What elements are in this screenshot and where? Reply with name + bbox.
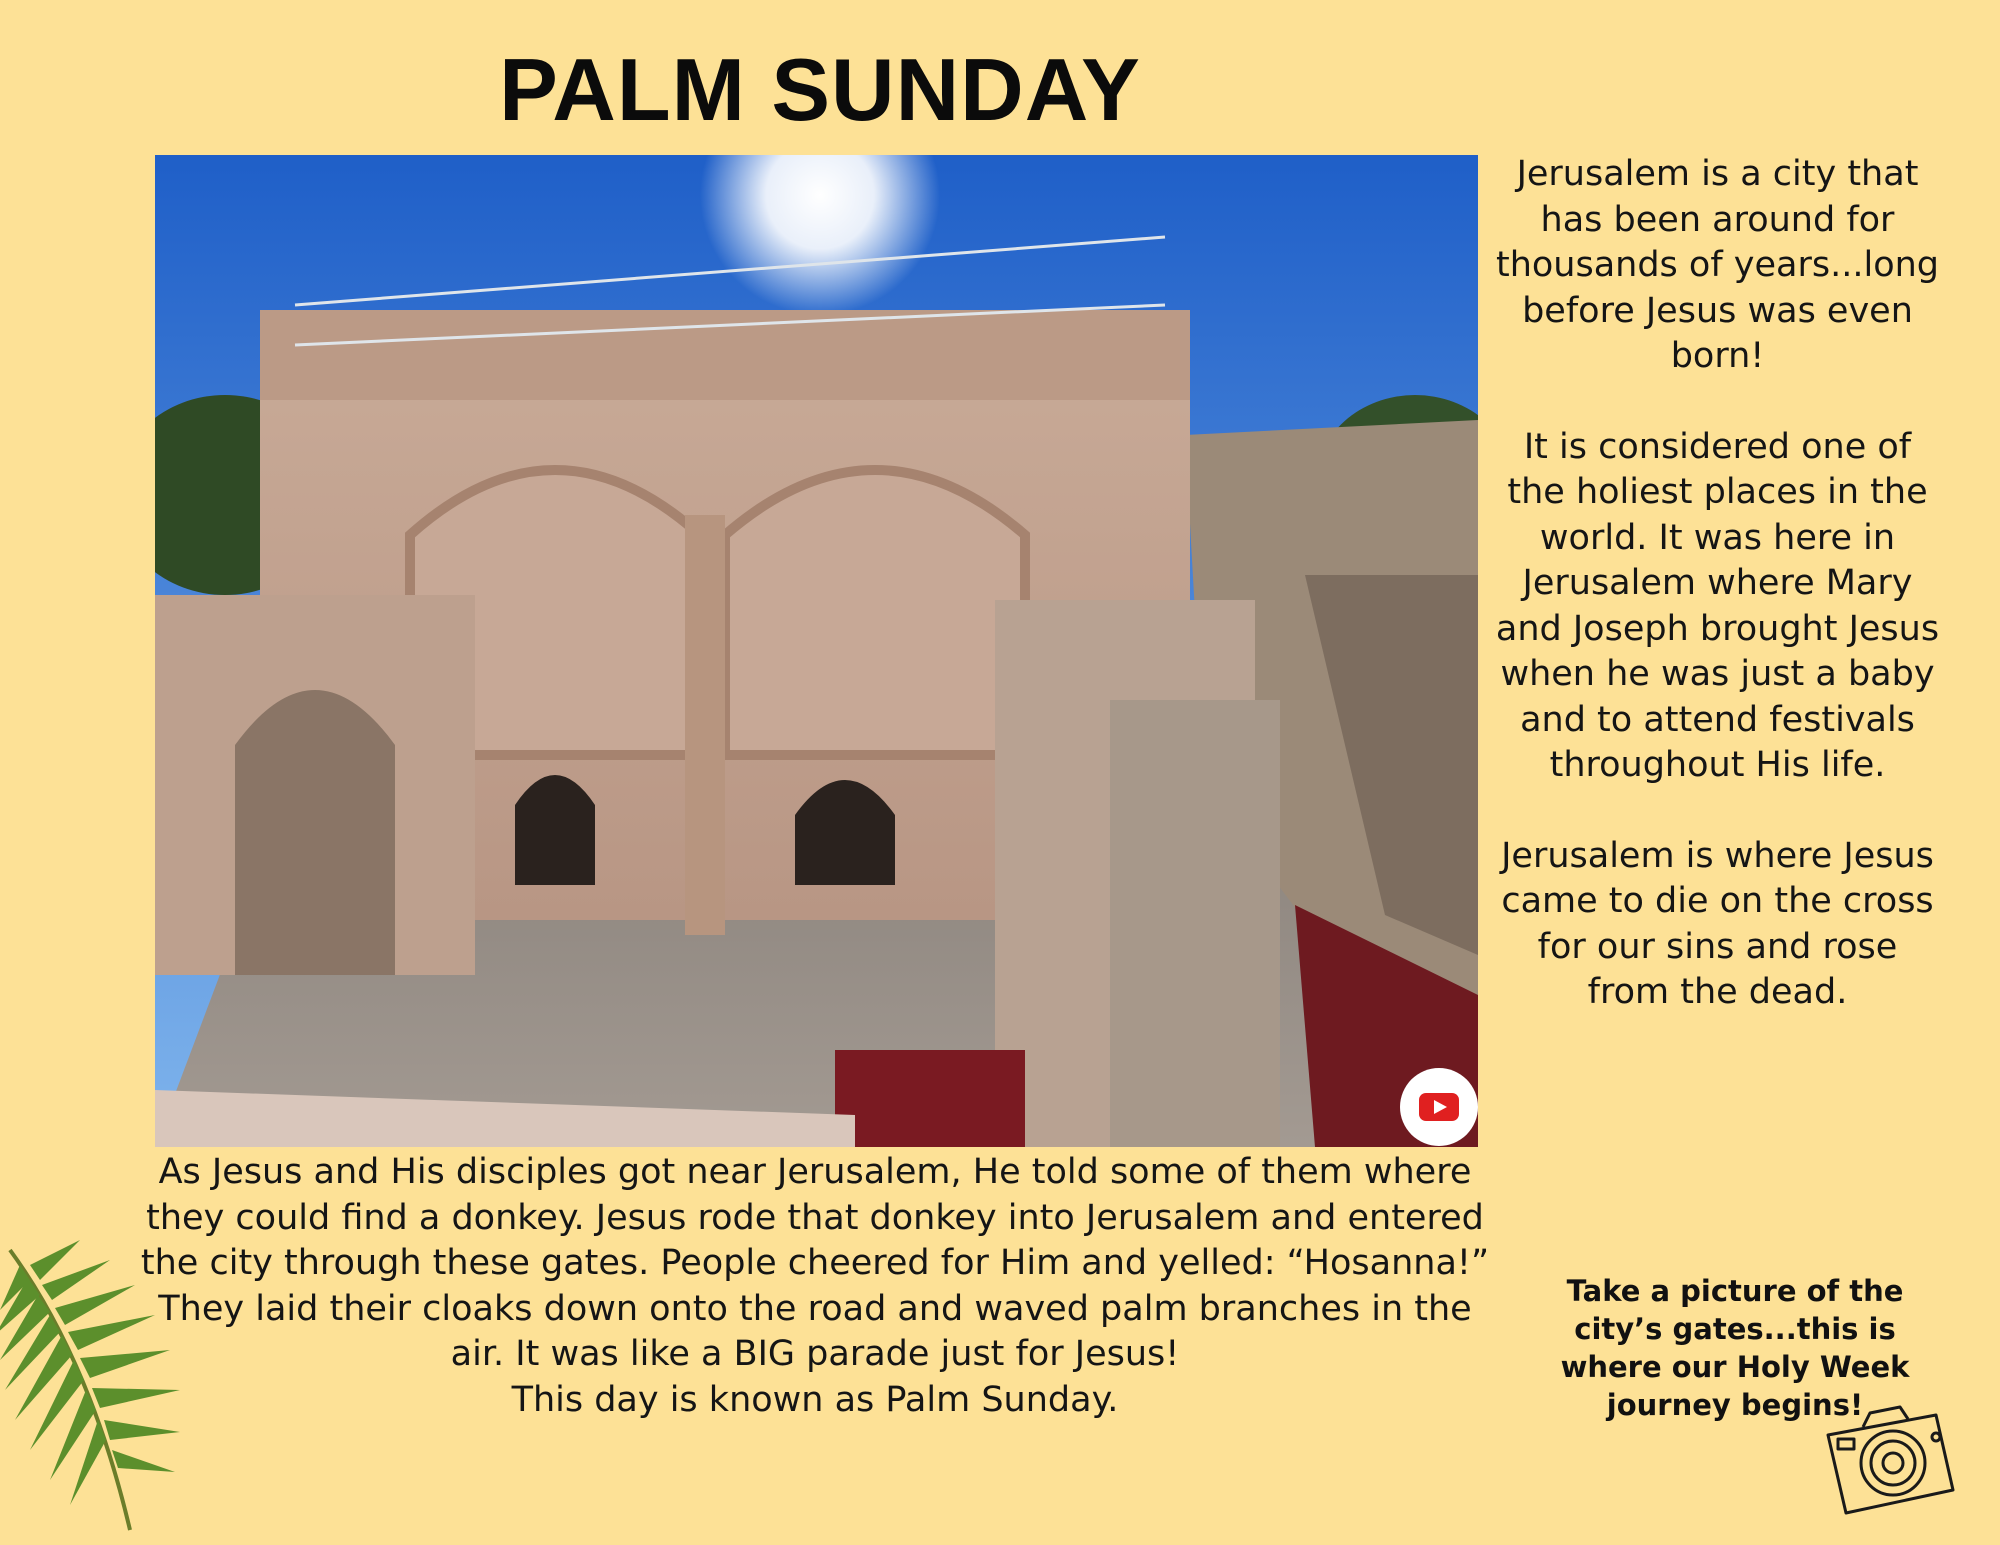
jerusalem-gate-photo xyxy=(155,155,1478,1147)
play-triangle-icon xyxy=(1419,1093,1459,1121)
activity-prompt: Take a picture of the city’s gates...this is where our Holy Week journey begins! xyxy=(1560,1274,1910,1422)
story-line: They laid their cloaks down onto the road and waved palm branches in the air. It was like a BIG parade just for Jesus! xyxy=(158,1288,1472,1374)
page-title: PALM SUNDAY xyxy=(499,40,1141,139)
side-text xyxy=(1495,152,1940,1061)
camera-icon xyxy=(1818,1395,1968,1520)
side-paragraph: Jerusalem is a city that has been around for thousands of years...long before Jesus was even born! xyxy=(1495,154,1940,376)
youtube-play-icon[interactable] xyxy=(1400,1068,1478,1146)
palm-leaf-icon xyxy=(0,1240,190,1540)
side-paragraph: Jerusalem is where Jesus came to die on the cross for our sins and rose from the dead. xyxy=(1501,835,1934,1012)
story-line: As Jesus and His disciples got near Jerusalem, He told some of them where they could find a donkey. Jesus rode that donkey into Jerusalem and entered the city through these gates. People cheered for Him and yelled: “Hosanna!” xyxy=(140,1152,1490,1283)
story-line: This day is known as Palm Sunday. xyxy=(511,1379,1119,1420)
story-text xyxy=(140,1150,1490,1423)
side-paragraph: It is considered one of the holiest places in the world. It was here in Jerusalem where Mary and Joseph brought Jesus when he was just a baby and to attend festivals throughout His life. xyxy=(1495,426,1940,785)
